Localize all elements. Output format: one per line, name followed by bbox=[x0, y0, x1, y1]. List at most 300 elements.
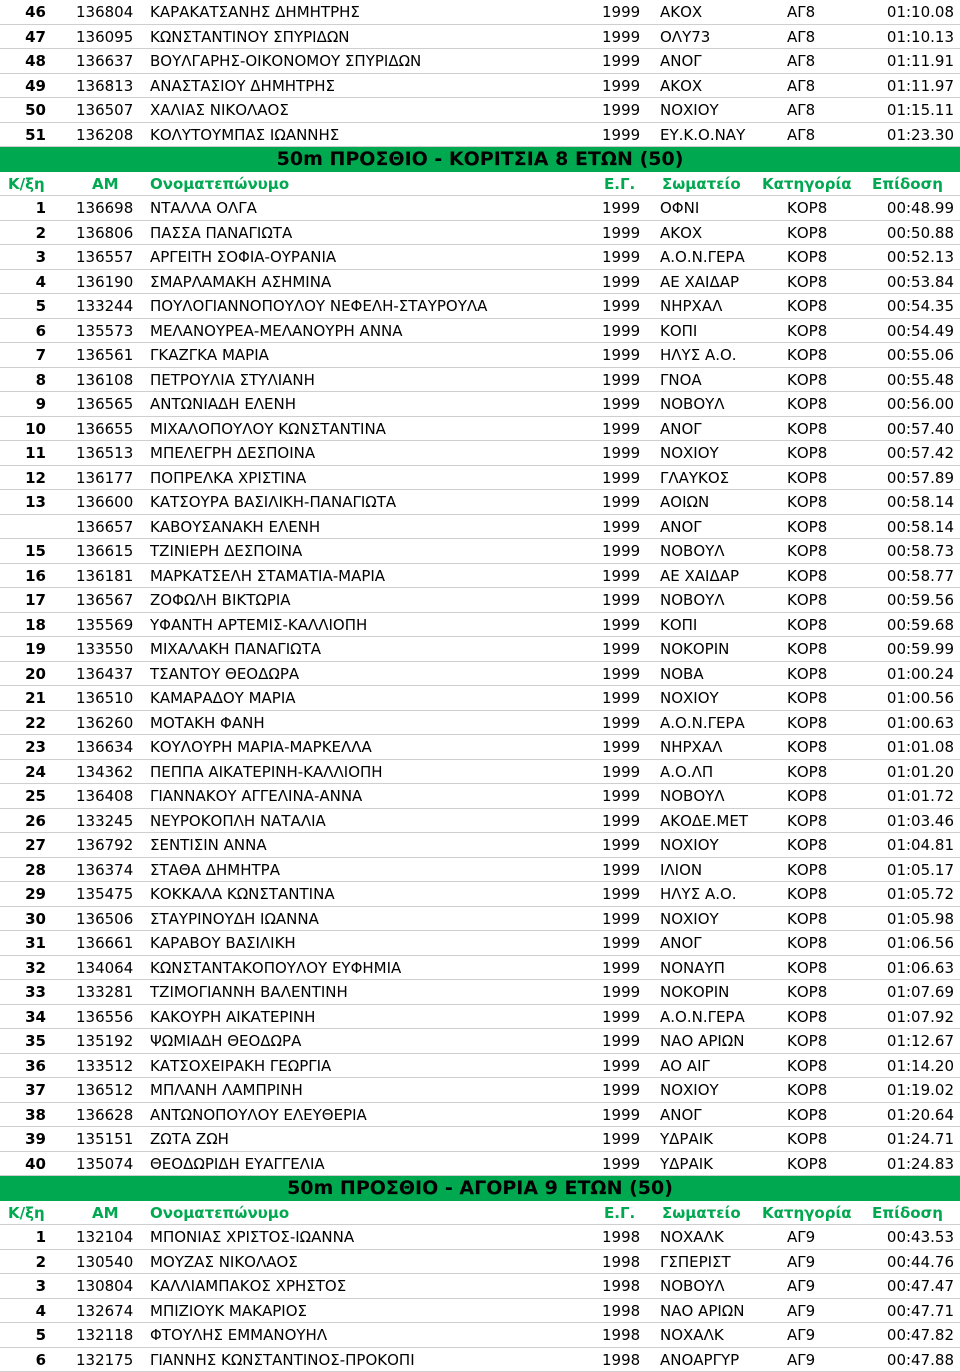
name-cell: ΠΑΣΣΑ ΠΑΝΑΓΙΩΤΑ bbox=[150, 221, 595, 246]
name-cell: ΓΙΑΝΝΑΚΟΥ ΑΓΓΕΛΙΝΑ-ΑΝΝΑ bbox=[150, 784, 595, 809]
table-row bbox=[0, 1078, 960, 1103]
name-cell: ΘΕΟΔΩΡΙΔΗ ΕΥΑΓΓΕΛΙΑ bbox=[150, 1152, 595, 1177]
am-cell: 132674 bbox=[76, 1299, 140, 1324]
name-cell: ΤΖΙΝΙΕΡΗ ΔΕΣΠΟΙΝΑ bbox=[150, 539, 595, 564]
time-cell: 00:54.49 bbox=[868, 319, 954, 344]
am-cell: 136628 bbox=[76, 1103, 140, 1128]
category-cell: ΚΟΡ8 bbox=[787, 515, 867, 540]
am-cell: 134362 bbox=[76, 760, 140, 785]
table-row bbox=[0, 1103, 960, 1128]
category-cell: ΚΟΡ8 bbox=[787, 245, 867, 270]
rank-cell: 10 bbox=[0, 417, 46, 442]
time-cell: 00:57.40 bbox=[868, 417, 954, 442]
club-cell: ΝΟΒΟΥΛ bbox=[660, 1274, 782, 1299]
category-cell: ΚΟΡ8 bbox=[787, 392, 867, 417]
year-cell: 1998 bbox=[602, 1274, 654, 1299]
am-cell: 136792 bbox=[76, 833, 140, 858]
name-cell: ΜΠΟΝΙΑΣ ΧΡΙΣΤΟΣ-ΙΩΑΝΝΑ bbox=[150, 1225, 595, 1250]
time-cell: 01:07.92 bbox=[868, 1005, 954, 1030]
am-cell: 136698 bbox=[76, 196, 140, 221]
time-cell: 00:44.76 bbox=[868, 1250, 954, 1275]
club-cell: ΚΟΠΙ bbox=[660, 319, 782, 344]
header-rank: Κ/ξη bbox=[8, 1201, 45, 1225]
name-cell: ΜΕΛΑΝΟΥΡΕΑ-ΜΕΛΑΝΟΥΡΗ ΑΝΝΑ bbox=[150, 319, 595, 344]
category-cell: ΚΟΡ8 bbox=[787, 1029, 867, 1054]
rank-cell: 32 bbox=[0, 956, 46, 981]
time-cell: 01:12.67 bbox=[868, 1029, 954, 1054]
year-cell: 1999 bbox=[602, 270, 654, 295]
time-cell: 01:14.20 bbox=[868, 1054, 954, 1079]
rank-cell: 46 bbox=[0, 0, 46, 25]
year-cell: 1999 bbox=[602, 809, 654, 834]
am-cell: 136512 bbox=[76, 1078, 140, 1103]
rank-cell: 15 bbox=[0, 539, 46, 564]
am-cell: 132175 bbox=[76, 1348, 140, 1372]
name-cell: ΜΟΥΖΑΣ ΝΙΚΟΛΑΟΣ bbox=[150, 1250, 595, 1275]
category-cell: ΑΓ8 bbox=[787, 74, 867, 99]
club-cell: ΙΛΙΟΝ bbox=[660, 858, 782, 883]
time-cell: 00:43.53 bbox=[868, 1225, 954, 1250]
name-cell: ΓΚΑΖΓΚΑ ΜΑΡΙΑ bbox=[150, 343, 595, 368]
header-am: ΑΜ bbox=[92, 172, 119, 196]
name-cell: ΜΑΡΚΑΤΣΕΛΗ ΣΤΑΜΑΤΙΑ-ΜΑΡΙΑ bbox=[150, 564, 595, 589]
am-cell: 136556 bbox=[76, 1005, 140, 1030]
time-cell: 01:00.63 bbox=[868, 711, 954, 736]
category-cell: ΚΟΡ8 bbox=[787, 760, 867, 785]
rank-cell: 34 bbox=[0, 1005, 46, 1030]
table-row bbox=[0, 980, 960, 1005]
rank-cell: 35 bbox=[0, 1029, 46, 1054]
table-row bbox=[0, 0, 960, 25]
year-cell: 1999 bbox=[602, 515, 654, 540]
year-cell: 1999 bbox=[602, 564, 654, 589]
am-cell: 136600 bbox=[76, 490, 140, 515]
year-cell: 1999 bbox=[602, 956, 654, 981]
category-cell: ΚΟΡ8 bbox=[787, 1127, 867, 1152]
am-cell: 136806 bbox=[76, 221, 140, 246]
am-cell: 136374 bbox=[76, 858, 140, 883]
header-category: Κατηγορία bbox=[762, 172, 852, 196]
rank-cell: 5 bbox=[0, 1323, 46, 1348]
name-cell: ΑΝΤΩΝΟΠΟΥΛΟΥ ΕΛΕΥΘΕΡΙΑ bbox=[150, 1103, 595, 1128]
time-cell: 00:54.35 bbox=[868, 294, 954, 319]
time-cell: 00:48.99 bbox=[868, 196, 954, 221]
am-cell: 135192 bbox=[76, 1029, 140, 1054]
year-cell: 1999 bbox=[602, 98, 654, 123]
club-cell: ΓΝΟΑ bbox=[660, 368, 782, 393]
rank-cell: 26 bbox=[0, 809, 46, 834]
am-cell: 130540 bbox=[76, 1250, 140, 1275]
section-title: 50m ΠΡΟΣΘΙΟ - ΚΟΡΙΤΣΙΑ 8 ΕΤΩΝ (50) bbox=[0, 147, 960, 172]
year-cell: 1998 bbox=[602, 1225, 654, 1250]
am-cell: 136506 bbox=[76, 907, 140, 932]
year-cell: 1999 bbox=[602, 49, 654, 74]
header-name: Ονοματεπώνυμο bbox=[150, 172, 289, 196]
time-cell: 00:47.71 bbox=[868, 1299, 954, 1324]
rank-cell: 7 bbox=[0, 343, 46, 368]
time-cell: 00:50.88 bbox=[868, 221, 954, 246]
club-cell: Α.Ο.Ν.ΓΕΡΑ bbox=[660, 245, 782, 270]
year-cell: 1999 bbox=[602, 417, 654, 442]
table-row bbox=[0, 882, 960, 907]
rank-cell: 1 bbox=[0, 196, 46, 221]
name-cell: ΚΑΤΣΟΧΕΙΡΑΚΗ ΓΕΩΡΓΙΑ bbox=[150, 1054, 595, 1079]
am-cell: 132104 bbox=[76, 1225, 140, 1250]
year-cell: 1999 bbox=[602, 392, 654, 417]
am-cell: 136655 bbox=[76, 417, 140, 442]
rank-cell: 20 bbox=[0, 662, 46, 687]
category-cell: ΑΓ9 bbox=[787, 1348, 867, 1372]
time-cell: 01:01.72 bbox=[868, 784, 954, 809]
am-cell: 136813 bbox=[76, 74, 140, 99]
category-cell: ΑΓ9 bbox=[787, 1299, 867, 1324]
table-row bbox=[0, 417, 960, 442]
name-cell: ΚΑΛΛΙΑΜΠΑΚΟΣ ΧΡΗΣΤΟΣ bbox=[150, 1274, 595, 1299]
rank-cell: 23 bbox=[0, 735, 46, 760]
year-cell: 1999 bbox=[602, 637, 654, 662]
table-row bbox=[0, 515, 960, 540]
club-cell: ΑΟΙΩΝ bbox=[660, 490, 782, 515]
category-cell: ΚΟΡ8 bbox=[787, 270, 867, 295]
am-cell: 136657 bbox=[76, 515, 140, 540]
club-cell: ΝΟΒΟΥΛ bbox=[660, 392, 782, 417]
rank-cell: 3 bbox=[0, 1274, 46, 1299]
table-row bbox=[0, 49, 960, 74]
club-cell: ΝΟΧΑΛΚ bbox=[660, 1323, 782, 1348]
name-cell: ΚΑΒΟΥΣΑΝΑΚΗ ΕΛΕΝΗ bbox=[150, 515, 595, 540]
header-category: Κατηγορία bbox=[762, 1201, 852, 1225]
time-cell: 00:53.84 bbox=[868, 270, 954, 295]
year-cell: 1998 bbox=[602, 1348, 654, 1372]
name-cell: ΚΟΚΚΑΛΑ ΚΩΝΣΤΑΝΤΙΝΑ bbox=[150, 882, 595, 907]
am-cell: 136637 bbox=[76, 49, 140, 74]
time-cell: 01:15.11 bbox=[868, 98, 954, 123]
category-cell: ΚΟΡ8 bbox=[787, 833, 867, 858]
category-cell: ΚΟΡ8 bbox=[787, 686, 867, 711]
time-cell: 00:47.47 bbox=[868, 1274, 954, 1299]
rank-cell: 47 bbox=[0, 25, 46, 50]
year-cell: 1999 bbox=[602, 368, 654, 393]
am-cell: 133512 bbox=[76, 1054, 140, 1079]
name-cell: ΚΑΚΟΥΡΗ ΑΙΚΑΤΕΡΙΝΗ bbox=[150, 1005, 595, 1030]
time-cell: 01:05.17 bbox=[868, 858, 954, 883]
rank-cell: 27 bbox=[0, 833, 46, 858]
category-cell: ΑΓ9 bbox=[787, 1250, 867, 1275]
table-row bbox=[0, 1250, 960, 1275]
category-cell: ΚΟΡ8 bbox=[787, 662, 867, 687]
rank-cell: 36 bbox=[0, 1054, 46, 1079]
am-cell: 135475 bbox=[76, 882, 140, 907]
category-cell: ΑΓ8 bbox=[787, 0, 867, 25]
name-cell: ΖΟΦΩΛΗ ΒΙΚΤΩΡΙΑ bbox=[150, 588, 595, 613]
rank-cell: 24 bbox=[0, 760, 46, 785]
am-cell: 135074 bbox=[76, 1152, 140, 1177]
name-cell: ΨΩΜΙΑΔΗ ΘΕΟΔΩΡΑ bbox=[150, 1029, 595, 1054]
club-cell: ΑΕ ΧΑΙΔΑΡ bbox=[660, 270, 782, 295]
club-cell: ΑΟ ΑΙΓ bbox=[660, 1054, 782, 1079]
club-cell: ΑΚΟΧ bbox=[660, 74, 782, 99]
category-cell: ΚΟΡ8 bbox=[787, 882, 867, 907]
club-cell: ΑΝΟΓ bbox=[660, 417, 782, 442]
table-row bbox=[0, 956, 960, 981]
name-cell: ΣΤΑΘΑ ΔΗΜΗΤΡΑ bbox=[150, 858, 595, 883]
table-row bbox=[0, 221, 960, 246]
category-cell: ΚΟΡ8 bbox=[787, 466, 867, 491]
time-cell: 00:55.06 bbox=[868, 343, 954, 368]
rank-cell: 3 bbox=[0, 245, 46, 270]
category-cell: ΚΟΡ8 bbox=[787, 637, 867, 662]
year-cell: 1999 bbox=[602, 1005, 654, 1030]
rank-cell: 19 bbox=[0, 637, 46, 662]
table-row bbox=[0, 25, 960, 50]
club-cell: ΝΟΧΙΟΥ bbox=[660, 441, 782, 466]
category-cell: ΚΟΡ8 bbox=[787, 1054, 867, 1079]
category-cell: ΚΟΡ8 bbox=[787, 784, 867, 809]
category-cell: ΚΟΡ8 bbox=[787, 343, 867, 368]
year-cell: 1999 bbox=[602, 490, 654, 515]
am-cell: 134064 bbox=[76, 956, 140, 981]
am-cell: 136634 bbox=[76, 735, 140, 760]
club-cell: ΝΟΒΟΥΛ bbox=[660, 784, 782, 809]
time-cell: 00:47.88 bbox=[868, 1348, 954, 1372]
time-cell: 01:24.71 bbox=[868, 1127, 954, 1152]
time-cell: 00:58.73 bbox=[868, 539, 954, 564]
club-cell: ΝΟΚΟΡΙΝ bbox=[660, 637, 782, 662]
name-cell: ΚΟΥΛΟΥΡΗ ΜΑΡΙΑ-ΜΑΡΚΕΛΛΑ bbox=[150, 735, 595, 760]
rank-cell: 37 bbox=[0, 1078, 46, 1103]
club-cell: ΑΝΟΓ bbox=[660, 1103, 782, 1128]
table-row bbox=[0, 784, 960, 809]
category-cell: ΚΟΡ8 bbox=[787, 196, 867, 221]
name-cell: ΣΜΑΡΛΑΜΑΚΗ ΑΣΗΜΙΝΑ bbox=[150, 270, 595, 295]
am-cell: 133245 bbox=[76, 809, 140, 834]
year-cell: 1999 bbox=[602, 123, 654, 148]
year-cell: 1999 bbox=[602, 760, 654, 785]
club-cell: ΟΛΥ73 bbox=[660, 25, 782, 50]
am-cell: 133550 bbox=[76, 637, 140, 662]
time-cell: 01:11.97 bbox=[868, 74, 954, 99]
am-cell: 136510 bbox=[76, 686, 140, 711]
am-cell: 136408 bbox=[76, 784, 140, 809]
rank-cell: 40 bbox=[0, 1152, 46, 1177]
category-cell: ΑΓ9 bbox=[787, 1225, 867, 1250]
club-cell: ΥΔΡΑΙΚ bbox=[660, 1152, 782, 1177]
category-cell: ΑΓ8 bbox=[787, 49, 867, 74]
time-cell: 00:56.00 bbox=[868, 392, 954, 417]
club-cell: ΓΣΠΕΡΙΣΤ bbox=[660, 1250, 782, 1275]
year-cell: 1999 bbox=[602, 833, 654, 858]
time-cell: 01:19.02 bbox=[868, 1078, 954, 1103]
time-cell: 01:11.91 bbox=[868, 49, 954, 74]
category-cell: ΚΟΡ8 bbox=[787, 319, 867, 344]
am-cell: 136567 bbox=[76, 588, 140, 613]
rank-cell: 48 bbox=[0, 49, 46, 74]
table-row bbox=[0, 368, 960, 393]
table-row bbox=[0, 1127, 960, 1152]
time-cell: 00:55.48 bbox=[868, 368, 954, 393]
club-cell: ΝΗΡΧΑΛ bbox=[660, 294, 782, 319]
rank-cell: 6 bbox=[0, 319, 46, 344]
rank-cell: 2 bbox=[0, 1250, 46, 1275]
table-row bbox=[0, 662, 960, 687]
name-cell: ΠΟΥΛΟΓΙΑΝΝΟΠΟΥΛΟΥ ΝΕΦΕΛΗ-ΣΤΑΥΡΟΥΛΑ bbox=[150, 294, 595, 319]
name-cell: ΒΟΥΛΓΑΡΗΣ-ΟΙΚΟΝΟΜΟΥ ΣΠΥΡΙΔΩΝ bbox=[150, 49, 595, 74]
am-cell: 130804 bbox=[76, 1274, 140, 1299]
table-row bbox=[0, 466, 960, 491]
time-cell: 01:01.20 bbox=[868, 760, 954, 785]
am-cell: 136615 bbox=[76, 539, 140, 564]
name-cell: ΤΣΑΝΤΟΥ ΘΕΟΔΩΡΑ bbox=[150, 662, 595, 687]
rank-cell: 4 bbox=[0, 270, 46, 295]
am-cell: 136565 bbox=[76, 392, 140, 417]
club-cell: ΝΟΒΑ bbox=[660, 662, 782, 687]
time-cell: 00:58.14 bbox=[868, 515, 954, 540]
am-cell: 133244 bbox=[76, 294, 140, 319]
header-rank: Κ/ξη bbox=[8, 172, 45, 196]
year-cell: 1999 bbox=[602, 784, 654, 809]
category-cell: ΚΟΡ8 bbox=[787, 980, 867, 1005]
time-cell: 01:06.56 bbox=[868, 931, 954, 956]
am-cell: 135151 bbox=[76, 1127, 140, 1152]
category-cell: ΚΟΡ8 bbox=[787, 564, 867, 589]
header-am: ΑΜ bbox=[92, 1201, 119, 1225]
table-row bbox=[0, 613, 960, 638]
year-cell: 1999 bbox=[602, 245, 654, 270]
table-row bbox=[0, 319, 960, 344]
category-cell: ΑΓ9 bbox=[787, 1323, 867, 1348]
name-cell: ΜΟΤΑΚΗ ΦΑΝΗ bbox=[150, 711, 595, 736]
year-cell: 1999 bbox=[602, 711, 654, 736]
name-cell: ΚΑΡΑΒΟΥ ΒΑΣΙΛΙΚΗ bbox=[150, 931, 595, 956]
category-cell: ΚΟΡ8 bbox=[787, 1152, 867, 1177]
rank-cell: 11 bbox=[0, 441, 46, 466]
rank-cell: 29 bbox=[0, 882, 46, 907]
table-row bbox=[0, 1152, 960, 1177]
am-cell: 136095 bbox=[76, 25, 140, 50]
am-cell: 136804 bbox=[76, 0, 140, 25]
rank-cell: 30 bbox=[0, 907, 46, 932]
rank-cell: 4 bbox=[0, 1299, 46, 1324]
category-cell: ΚΟΡ8 bbox=[787, 221, 867, 246]
table-row bbox=[0, 1348, 960, 1372]
club-cell: Α.Ο.Ν.ΓΕΡΑ bbox=[660, 711, 782, 736]
table-row bbox=[0, 907, 960, 932]
table-row bbox=[0, 98, 960, 123]
name-cell: ΠΕΠΠΑ ΑΙΚΑΤΕΡΙΝΗ-ΚΑΛΛΙΟΠΗ bbox=[150, 760, 595, 785]
am-cell: 136177 bbox=[76, 466, 140, 491]
name-cell: ΥΦΑΝΤΗ ΑΡΤΕΜΙΣ-ΚΑΛΛΙΟΠΗ bbox=[150, 613, 595, 638]
year-cell: 1999 bbox=[602, 588, 654, 613]
am-cell: 136661 bbox=[76, 931, 140, 956]
table-row bbox=[0, 760, 960, 785]
club-cell: ΚΟΠΙ bbox=[660, 613, 782, 638]
am-cell: 132118 bbox=[76, 1323, 140, 1348]
rank-cell: 49 bbox=[0, 74, 46, 99]
rank-cell: 13 bbox=[0, 490, 46, 515]
rank-cell: 33 bbox=[0, 980, 46, 1005]
club-cell: ΗΛΥΣ Α.Ο. bbox=[660, 343, 782, 368]
name-cell: ΑΝΤΩΝΙΑΔΗ ΕΛΕΝΗ bbox=[150, 392, 595, 417]
category-cell: ΚΟΡ8 bbox=[787, 931, 867, 956]
table-row bbox=[0, 1274, 960, 1299]
name-cell: ΠΕΤΡΟΥΛΙΑ ΣΤΥΛΙΑΝΗ bbox=[150, 368, 595, 393]
am-cell: 135573 bbox=[76, 319, 140, 344]
am-cell: 136561 bbox=[76, 343, 140, 368]
club-cell: ΝΟΒΟΥΛ bbox=[660, 539, 782, 564]
year-cell: 1999 bbox=[602, 613, 654, 638]
table-row bbox=[0, 833, 960, 858]
club-cell: ΝΟΧΙΟΥ bbox=[660, 98, 782, 123]
category-cell: ΚΟΡ8 bbox=[787, 417, 867, 442]
category-cell: ΚΟΡ8 bbox=[787, 735, 867, 760]
rank-cell: 21 bbox=[0, 686, 46, 711]
club-cell: ΕΥ.Κ.Ο.ΝΑΥ bbox=[660, 123, 782, 148]
table-row bbox=[0, 931, 960, 956]
category-cell: ΚΟΡ8 bbox=[787, 294, 867, 319]
year-cell: 1999 bbox=[602, 1152, 654, 1177]
table-row bbox=[0, 490, 960, 515]
rank-cell: 12 bbox=[0, 466, 46, 491]
table-row bbox=[0, 343, 960, 368]
year-cell: 1999 bbox=[602, 735, 654, 760]
category-cell: ΚΟΡ8 bbox=[787, 441, 867, 466]
table-row bbox=[0, 270, 960, 295]
header-name: Ονοματεπώνυμο bbox=[150, 1201, 289, 1225]
rank-cell: 6 bbox=[0, 1348, 46, 1372]
time-cell: 00:57.89 bbox=[868, 466, 954, 491]
header-club: Σωματείο bbox=[662, 172, 741, 196]
table-row bbox=[0, 588, 960, 613]
name-cell: ΣΕΝΤΙΣΙΝ ΑΝΝΑ bbox=[150, 833, 595, 858]
header-time: Επίδοση bbox=[872, 1201, 943, 1225]
am-cell: 136507 bbox=[76, 98, 140, 123]
year-cell: 1999 bbox=[602, 980, 654, 1005]
year-cell: 1999 bbox=[602, 0, 654, 25]
table-row bbox=[0, 858, 960, 883]
header-time: Επίδοση bbox=[872, 172, 943, 196]
name-cell: ΜΙΧΑΛΑΚΗ ΠΑΝΑΓΙΩΤΑ bbox=[150, 637, 595, 662]
category-cell: ΑΓ8 bbox=[787, 25, 867, 50]
category-cell: ΚΟΡ8 bbox=[787, 368, 867, 393]
table-row bbox=[0, 123, 960, 148]
time-cell: 01:00.24 bbox=[868, 662, 954, 687]
category-cell: ΚΟΡ8 bbox=[787, 956, 867, 981]
year-cell: 1999 bbox=[602, 931, 654, 956]
rank-cell: 51 bbox=[0, 123, 46, 148]
header-club: Σωματείο bbox=[662, 1201, 741, 1225]
section-title: 50m ΠΡΟΣΘΙΟ - ΑΓΟΡΙΑ 9 ΕΤΩΝ (50) bbox=[0, 1176, 960, 1201]
rank-cell: 39 bbox=[0, 1127, 46, 1152]
year-cell: 1999 bbox=[602, 221, 654, 246]
year-cell: 1999 bbox=[602, 686, 654, 711]
table-row bbox=[0, 735, 960, 760]
time-cell: 01:06.63 bbox=[868, 956, 954, 981]
time-cell: 00:58.14 bbox=[868, 490, 954, 515]
time-cell: 00:52.13 bbox=[868, 245, 954, 270]
name-cell: ΑΝΑΣΤΑΣΙΟΥ ΔΗΜΗΤΡΗΣ bbox=[150, 74, 595, 99]
club-cell: ΑΝΟΓ bbox=[660, 49, 782, 74]
club-cell: ΝΟΧΙΟΥ bbox=[660, 833, 782, 858]
name-cell: ΜΠΕΛΕΓΡΗ ΔΕΣΠΟΙΝΑ bbox=[150, 441, 595, 466]
year-cell: 1999 bbox=[602, 882, 654, 907]
club-cell: ΝΟΝΑΥΠ bbox=[660, 956, 782, 981]
name-cell: ΜΙΧΑΛΟΠΟΥΛΟΥ ΚΩΝΣΤΑΝΤΙΝΑ bbox=[150, 417, 595, 442]
time-cell: 01:10.08 bbox=[868, 0, 954, 25]
year-cell: 1999 bbox=[602, 441, 654, 466]
am-cell: 136437 bbox=[76, 662, 140, 687]
rank-cell: 16 bbox=[0, 564, 46, 589]
am-cell: 136208 bbox=[76, 123, 140, 148]
